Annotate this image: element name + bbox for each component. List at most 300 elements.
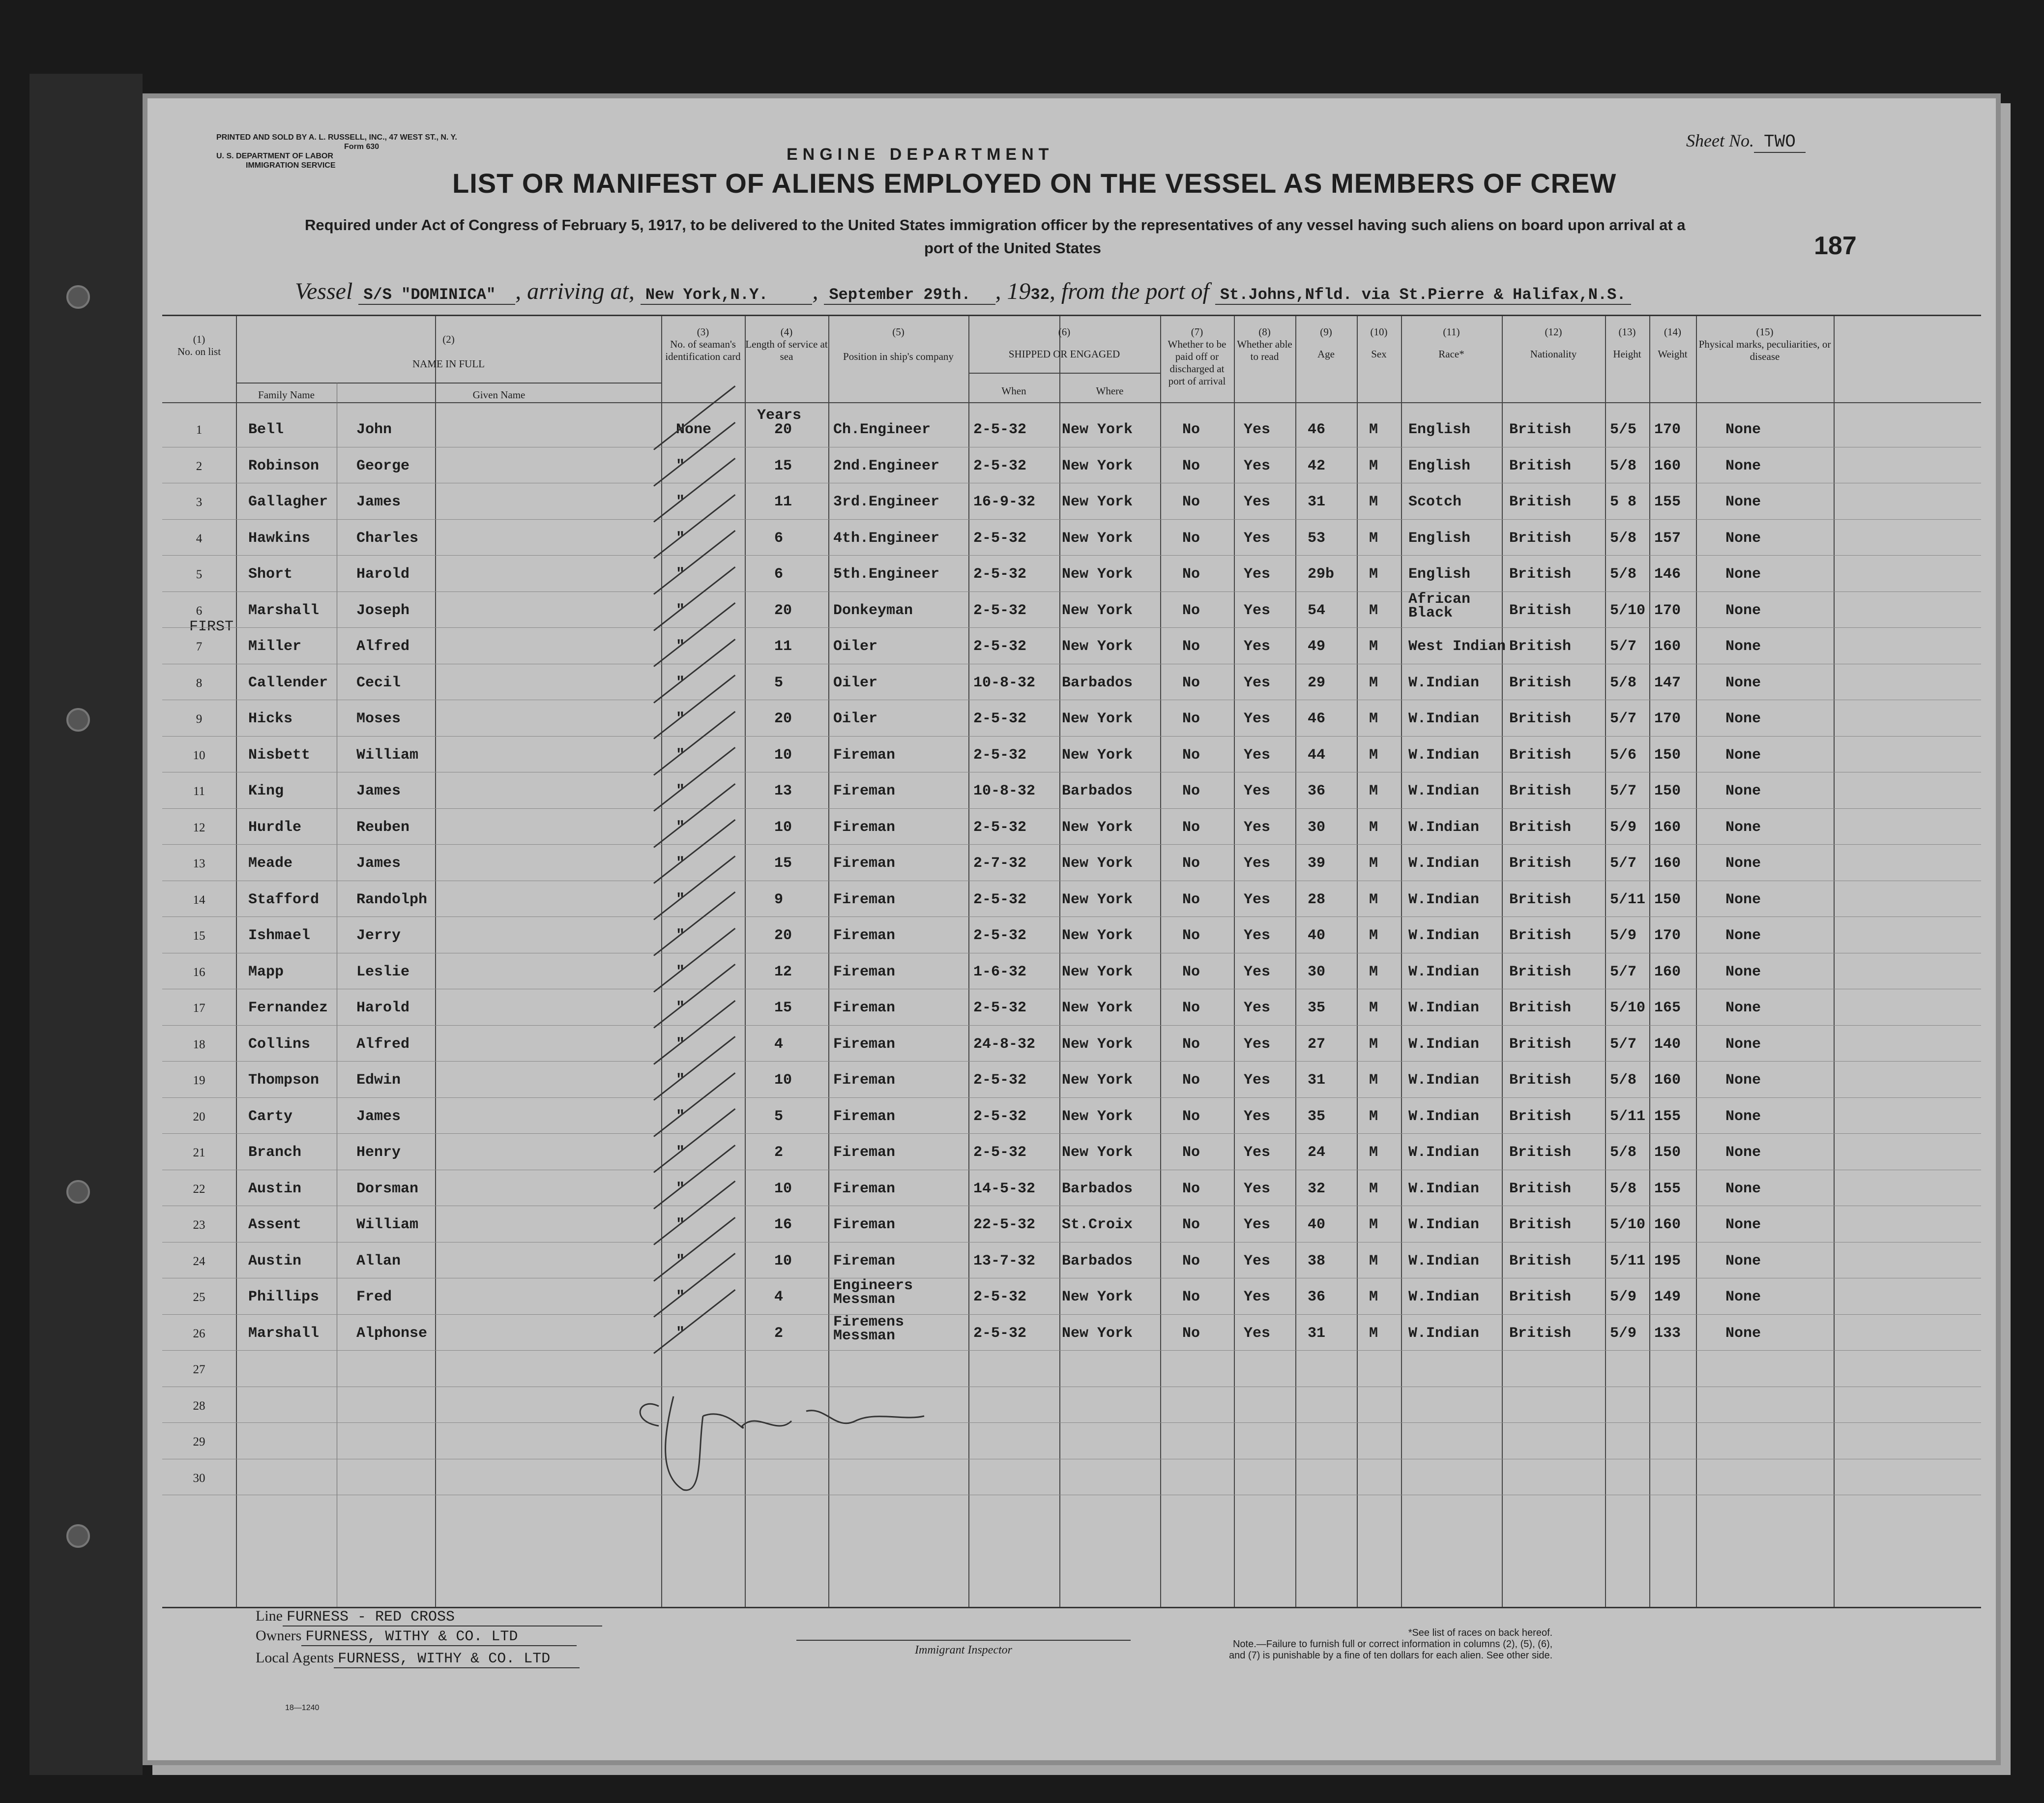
age: 40 xyxy=(1308,927,1326,944)
row-divider xyxy=(162,1025,1981,1026)
row-number: 4 xyxy=(196,532,203,545)
row-divider xyxy=(162,1422,1981,1423)
given-name: George xyxy=(356,457,410,474)
age: 31 xyxy=(1308,1072,1326,1089)
row-number: 17 xyxy=(193,1002,205,1015)
binder-hole xyxy=(66,1524,90,1548)
age: 29 xyxy=(1308,674,1326,691)
height: 5/9 xyxy=(1610,927,1637,944)
weight: 160 xyxy=(1654,1216,1681,1233)
given-name: James xyxy=(356,855,401,872)
checkmark-icon xyxy=(653,711,735,776)
height: 5/9 xyxy=(1610,1325,1637,1342)
shipped-when: 2-5-32 xyxy=(973,891,1027,908)
col-6-header: (6) SHIPPED OR ENGAGED xyxy=(1008,326,1120,360)
physical-marks: None xyxy=(1725,710,1761,727)
years-at-sea: 20 xyxy=(774,421,792,438)
row-divider xyxy=(162,1061,1981,1062)
checkmark-icon xyxy=(653,602,735,667)
given-name: Harold xyxy=(356,566,410,583)
given-name: Alphonse xyxy=(356,1325,428,1342)
col-8-header: (8) Whether able to read xyxy=(1237,326,1292,362)
shipped-when: 2-5-32 xyxy=(973,421,1027,438)
row-number: 29 xyxy=(193,1435,205,1448)
department-heading: ENGINE DEPARTMENT xyxy=(787,145,1054,164)
sex: M xyxy=(1369,963,1378,980)
able-to-read: Yes xyxy=(1244,819,1271,836)
years-at-sea: 5 xyxy=(774,674,784,691)
col-5-header: (5) Position in ship's company xyxy=(843,326,954,362)
nationality: British xyxy=(1509,1144,1572,1161)
sex: M xyxy=(1369,1325,1378,1342)
paid-off: No xyxy=(1182,891,1200,908)
physical-marks: None xyxy=(1725,746,1761,764)
position: Fireman xyxy=(833,783,896,799)
inspector-signature xyxy=(629,1377,934,1505)
card-number: " xyxy=(676,1035,685,1053)
shipped-where: New York xyxy=(1062,1325,1133,1342)
paid-off: No xyxy=(1182,1325,1200,1342)
col-4-header: (4) Length of service at sea xyxy=(745,326,828,362)
weight: 150 xyxy=(1654,783,1681,799)
years-at-sea: 15 xyxy=(774,457,792,474)
paid-off: No xyxy=(1182,710,1200,727)
age: 44 xyxy=(1308,746,1326,764)
family-name-header: Family Name xyxy=(258,389,315,401)
page-stamp-number: 187 xyxy=(1814,232,1857,260)
paid-off: No xyxy=(1182,1072,1200,1089)
checkmark-icon xyxy=(653,385,735,450)
year-prefix: , 19 xyxy=(995,278,1031,304)
given-name: Moses xyxy=(356,710,401,727)
position: Oiler xyxy=(833,638,878,655)
shipped-when: 10-8-32 xyxy=(973,674,1036,691)
height: 5/11 xyxy=(1610,1108,1646,1125)
age: 53 xyxy=(1308,530,1326,547)
owners-field xyxy=(256,1627,577,1645)
years-at-sea: 9 xyxy=(774,891,784,908)
card-number: " xyxy=(676,1216,685,1233)
card-number: " xyxy=(676,963,685,980)
given-name: William xyxy=(356,1216,419,1233)
card-number: " xyxy=(676,566,685,583)
row-number: 22 xyxy=(193,1182,205,1196)
family-name: Marshall xyxy=(248,1325,320,1342)
physical-marks: None xyxy=(1725,1180,1761,1197)
years-at-sea: 13 xyxy=(774,783,792,799)
position: Engineers Messman xyxy=(833,1277,913,1308)
race: W.Indian xyxy=(1408,927,1480,944)
paid-off: No xyxy=(1182,783,1200,799)
given-name: Jerry xyxy=(356,927,401,944)
race: W.Indian xyxy=(1408,783,1480,799)
position: Fireman xyxy=(833,1000,896,1016)
sheet-value: TWO xyxy=(1754,132,1806,153)
card-number: " xyxy=(676,1144,685,1161)
card-number: " xyxy=(676,1252,685,1270)
sex: M xyxy=(1369,494,1378,510)
able-to-read: Yes xyxy=(1244,1108,1271,1125)
physical-marks: None xyxy=(1725,1108,1761,1125)
row-number: 1 xyxy=(196,423,203,437)
checkmark-icon xyxy=(653,783,735,848)
able-to-read: Yes xyxy=(1244,1325,1271,1342)
row-number: 12 xyxy=(193,821,205,834)
position: Fireman xyxy=(833,1144,896,1161)
given-name: John xyxy=(356,421,392,438)
position: Fireman xyxy=(833,855,896,872)
shipped-when: 2-5-32 xyxy=(973,638,1027,655)
given-name: Fred xyxy=(356,1289,392,1305)
paid-off: No xyxy=(1182,638,1200,655)
paid-off: No xyxy=(1182,674,1200,691)
weight: 160 xyxy=(1654,819,1681,836)
height: 5/10 xyxy=(1610,1000,1646,1016)
physical-marks: None xyxy=(1725,530,1761,547)
sex: M xyxy=(1369,783,1378,799)
sex: M xyxy=(1369,602,1378,619)
position: Fireman xyxy=(833,1252,896,1270)
nationality: British xyxy=(1509,783,1572,799)
nationality: British xyxy=(1509,1108,1572,1125)
weight: 170 xyxy=(1654,602,1681,619)
position: Donkeyman xyxy=(833,602,913,619)
physical-marks: None xyxy=(1725,1216,1761,1233)
physical-marks: None xyxy=(1725,1289,1761,1305)
position: 2nd.Engineer xyxy=(833,457,940,474)
paid-off: No xyxy=(1182,1216,1200,1233)
shipped-when: 2-5-32 xyxy=(973,1000,1027,1016)
height: 5/10 xyxy=(1610,602,1646,619)
col-9-header: (9) Age xyxy=(1317,326,1335,360)
binder-hole xyxy=(66,285,90,309)
shipped-when: 2-5-32 xyxy=(973,530,1027,547)
shipped-when: 2-5-32 xyxy=(973,457,1027,474)
able-to-read: Yes xyxy=(1244,1216,1271,1233)
owners-value: FURNESS, WITHY & CO. LTD xyxy=(301,1628,577,1646)
card-number: " xyxy=(676,530,685,547)
shipped-when: 2-5-32 xyxy=(973,927,1027,944)
agents-field xyxy=(256,1650,580,1667)
shipped-when: 2-7-32 xyxy=(973,855,1027,872)
years-at-sea: 5 xyxy=(774,1108,784,1125)
family-name: Collins xyxy=(248,1035,311,1053)
family-name: Hawkins xyxy=(248,530,311,547)
able-to-read: Yes xyxy=(1244,927,1271,944)
height: 5/8 xyxy=(1610,1072,1637,1089)
agents-label: Local Agents xyxy=(256,1650,334,1666)
family-name: Fernandez xyxy=(248,1000,328,1016)
shipped-when: 2-5-32 xyxy=(973,1144,1027,1161)
weight: 140 xyxy=(1654,1035,1681,1053)
race: W.Indian xyxy=(1408,1072,1480,1089)
checkmark-icon xyxy=(653,1036,735,1101)
card-number: " xyxy=(676,1180,685,1197)
able-to-read: Yes xyxy=(1244,855,1271,872)
family-name: Gallagher xyxy=(248,494,328,510)
height: 5/7 xyxy=(1610,963,1637,980)
shipped-where: New York xyxy=(1062,1108,1133,1125)
sex: M xyxy=(1369,1035,1378,1053)
height: 5/7 xyxy=(1610,855,1637,872)
race: W.Indian xyxy=(1408,1252,1480,1270)
race: W.Indian xyxy=(1408,1000,1480,1016)
checkmark-icon xyxy=(653,1108,735,1173)
shipped-where: New York xyxy=(1062,638,1133,655)
given-name: Leslie xyxy=(356,963,410,980)
weight: 155 xyxy=(1654,494,1681,510)
card-number: " xyxy=(676,1289,685,1305)
service-label: IMMIGRATION SERVICE xyxy=(246,161,336,170)
age: 46 xyxy=(1308,421,1326,438)
physical-marks: None xyxy=(1725,855,1761,872)
paid-off: No xyxy=(1182,1252,1200,1270)
height: 5/11 xyxy=(1610,891,1646,908)
height: 5/6 xyxy=(1610,746,1637,764)
shipped-when: 2-5-32 xyxy=(973,566,1027,583)
physical-marks: None xyxy=(1725,602,1761,619)
sex: M xyxy=(1369,1216,1378,1233)
checkmark-icon xyxy=(653,1289,735,1354)
weight: 170 xyxy=(1654,710,1681,727)
shipped-when: 2-5-32 xyxy=(973,819,1027,836)
family-name: Phillips xyxy=(248,1289,320,1305)
years-at-sea: 10 xyxy=(774,1252,792,1270)
physical-marks: None xyxy=(1725,1000,1761,1016)
given-name: Henry xyxy=(356,1144,401,1161)
physical-marks: None xyxy=(1725,819,1761,836)
nationality: British xyxy=(1509,1252,1572,1270)
position: Fireman xyxy=(833,1072,896,1089)
sex: M xyxy=(1369,530,1378,547)
shipped-when: 2-5-32 xyxy=(973,1289,1027,1305)
col-7-header: (7) Whether to be paid off or discharged at port of arrival xyxy=(1168,326,1226,387)
given-name: Joseph xyxy=(356,602,410,619)
race: W.Indian xyxy=(1408,1144,1480,1161)
years-at-sea: 15 xyxy=(774,855,792,872)
race: W.Indian xyxy=(1408,855,1480,872)
card-number: " xyxy=(676,1108,685,1125)
race: W.Indian xyxy=(1408,746,1480,764)
paid-off: No xyxy=(1182,963,1200,980)
height: 5/7 xyxy=(1610,783,1637,799)
row-divider xyxy=(162,1350,1981,1351)
age: 40 xyxy=(1308,1216,1326,1233)
family-name: Branch xyxy=(248,1144,302,1161)
physical-marks: None xyxy=(1725,674,1761,691)
nationality: British xyxy=(1509,819,1572,836)
card-number: " xyxy=(676,457,685,474)
paid-off: No xyxy=(1182,746,1200,764)
shipped-where: New York xyxy=(1062,421,1133,438)
checkmark-icon xyxy=(653,891,735,956)
row-number: 15 xyxy=(193,929,205,943)
checkmark-icon xyxy=(653,639,735,704)
family-name: Callender xyxy=(248,674,328,691)
family-name: Stafford xyxy=(248,891,320,908)
able-to-read: Yes xyxy=(1244,1072,1271,1089)
footnote: *See list of races on back hereof. Note.—Failure to furnish full or correct information in columns (2), (5), (6), and (7) is punishable by a fine of ten dollars for each alien. See other side. xyxy=(1229,1627,1553,1661)
shipped-where: Barbados xyxy=(1062,674,1133,691)
weight: 157 xyxy=(1654,530,1681,547)
checkmark-icon xyxy=(653,1000,735,1065)
checkmark-icon xyxy=(653,458,735,523)
able-to-read: Yes xyxy=(1244,1035,1271,1053)
weight: 133 xyxy=(1654,1325,1681,1342)
card-number: " xyxy=(676,494,685,510)
position: Fireman xyxy=(833,1108,896,1125)
race: W.Indian xyxy=(1408,1289,1480,1305)
margin-note: FIRST xyxy=(189,619,234,635)
col-3-header: (3) No. of seaman's identification card xyxy=(665,326,741,362)
position: Oiler xyxy=(833,710,878,727)
able-to-read: Yes xyxy=(1244,566,1271,583)
from-label: , from the port of xyxy=(1049,278,1209,304)
physical-marks: None xyxy=(1725,1325,1761,1342)
checkmark-icon xyxy=(653,1253,735,1318)
race: W.Indian xyxy=(1408,891,1480,908)
age: 30 xyxy=(1308,963,1326,980)
shipped-where: Barbados xyxy=(1062,1252,1133,1270)
position: Fireman xyxy=(833,927,896,944)
nationality: British xyxy=(1509,1000,1572,1016)
race: W.Indian xyxy=(1408,963,1480,980)
paid-off: No xyxy=(1182,855,1200,872)
binder-hole xyxy=(66,1180,90,1204)
years-at-sea: 16 xyxy=(774,1216,792,1233)
sex: M xyxy=(1369,566,1378,583)
given-name: Cecil xyxy=(356,674,401,691)
physical-marks: None xyxy=(1725,494,1761,510)
row-number: 20 xyxy=(193,1110,205,1123)
position: 4th.Engineer xyxy=(833,530,940,547)
arrival-year: 32 xyxy=(1030,286,1050,304)
shipped-where: New York xyxy=(1062,746,1133,764)
shipped-where: Barbados xyxy=(1062,783,1133,799)
checkmark-icon xyxy=(653,1217,735,1282)
able-to-read: Yes xyxy=(1244,530,1271,547)
shipped-where: New York xyxy=(1062,602,1133,619)
shipped-when: 2-5-32 xyxy=(973,1325,1027,1342)
able-to-read: Yes xyxy=(1244,457,1271,474)
arriving-port: New York,N.Y. xyxy=(641,286,813,305)
height: 5/7 xyxy=(1610,710,1637,727)
vessel-line: Vessel S/S "DOMINICA" , arriving at, New York,N.Y. , September 29th. , 1932, from the port of St.Johns,Nfld. via St.Pierre & Halifax,N.S. xyxy=(295,278,1631,305)
family-name: Short xyxy=(248,566,293,583)
able-to-read: Yes xyxy=(1244,1289,1271,1305)
shipped-when: 2-5-32 xyxy=(973,710,1027,727)
row-number: 19 xyxy=(193,1074,205,1087)
checkmark-icon xyxy=(653,1072,735,1137)
family-name: Ishmael xyxy=(248,927,311,944)
position: Firemens Messman xyxy=(833,1313,905,1344)
card-number: " xyxy=(676,855,685,872)
card-number: " xyxy=(676,1072,685,1089)
row-divider xyxy=(162,736,1981,737)
checkmark-icon xyxy=(653,819,735,884)
able-to-read: Yes xyxy=(1244,746,1271,764)
given-name: Dorsman xyxy=(356,1180,419,1197)
race: W.Indian xyxy=(1408,819,1480,836)
page-title: LIST OR MANIFEST OF ALIENS EMPLOYED ON THE VESSEL AS MEMBERS OF CREW xyxy=(452,168,1617,199)
row-number: 2 xyxy=(196,459,203,473)
age: 39 xyxy=(1308,855,1326,872)
weight: 160 xyxy=(1654,963,1681,980)
years-at-sea: 20 xyxy=(774,602,792,619)
height: 5/8 xyxy=(1610,566,1637,583)
race: English xyxy=(1408,457,1471,474)
sex: M xyxy=(1369,1252,1378,1270)
years-at-sea: 12 xyxy=(774,963,792,980)
given-name: Reuben xyxy=(356,819,410,836)
physical-marks: None xyxy=(1725,783,1761,799)
years-at-sea: 11 xyxy=(774,494,792,510)
age: 46 xyxy=(1308,710,1326,727)
printer-line: PRINTED AND SOLD BY A. L. RUSSELL, INC., 47 WEST ST., N. Y. xyxy=(216,133,457,142)
race: English xyxy=(1408,421,1471,438)
line-value: FURNESS - RED CROSS xyxy=(283,1609,602,1626)
sheet-label: Sheet No. xyxy=(1686,131,1754,150)
years-at-sea: 10 xyxy=(774,1180,792,1197)
weight: 160 xyxy=(1654,855,1681,872)
row-divider xyxy=(162,627,1981,628)
sex: M xyxy=(1369,891,1378,908)
age: 24 xyxy=(1308,1144,1326,1161)
race: W.Indian xyxy=(1408,710,1480,727)
weight: 160 xyxy=(1654,457,1681,474)
sex: M xyxy=(1369,1108,1378,1125)
physical-marks: None xyxy=(1725,638,1761,655)
card-number: " xyxy=(676,638,685,655)
height: 5/8 xyxy=(1610,674,1637,691)
card-number: " xyxy=(676,746,685,764)
shipped-when: 1-6-32 xyxy=(973,963,1027,980)
arrival-date: September 29th. xyxy=(824,286,995,305)
shipped-when: 2-5-32 xyxy=(973,602,1027,619)
position: Fireman xyxy=(833,1216,896,1233)
weight: 149 xyxy=(1654,1289,1681,1305)
sheet-number xyxy=(1686,130,1806,152)
family-name: Hicks xyxy=(248,710,293,727)
position: Fireman xyxy=(833,746,896,764)
checkmark-icon xyxy=(653,928,735,993)
able-to-read: Yes xyxy=(1244,1144,1271,1161)
when-header: When xyxy=(1001,385,1026,397)
row-number: 9 xyxy=(196,712,203,726)
years-label: Years xyxy=(757,407,802,424)
given-name: William xyxy=(356,746,419,764)
years-at-sea: 2 xyxy=(774,1144,784,1161)
sex: M xyxy=(1369,638,1378,655)
age: 31 xyxy=(1308,1325,1326,1342)
shipped-where: New York xyxy=(1062,710,1133,727)
position: 5th.Engineer xyxy=(833,566,940,583)
col-2-header: (2) NAME IN FULL xyxy=(412,333,485,370)
race: African Black xyxy=(1408,591,1471,621)
given-name: Alfred xyxy=(356,1035,410,1053)
agents-value: FURNESS, WITHY & CO. LTD xyxy=(334,1651,580,1668)
physical-marks: None xyxy=(1725,891,1761,908)
col-11-header: (11) Race* xyxy=(1438,326,1464,360)
sex: M xyxy=(1369,819,1378,836)
height: 5/8 xyxy=(1610,457,1637,474)
col-13-header: (13) Height xyxy=(1613,326,1641,360)
row-number: 7 xyxy=(196,640,203,653)
weight: 160 xyxy=(1654,1072,1681,1089)
family-name: Nisbett xyxy=(248,746,311,764)
age: 27 xyxy=(1308,1035,1326,1053)
row-divider xyxy=(162,591,1981,592)
